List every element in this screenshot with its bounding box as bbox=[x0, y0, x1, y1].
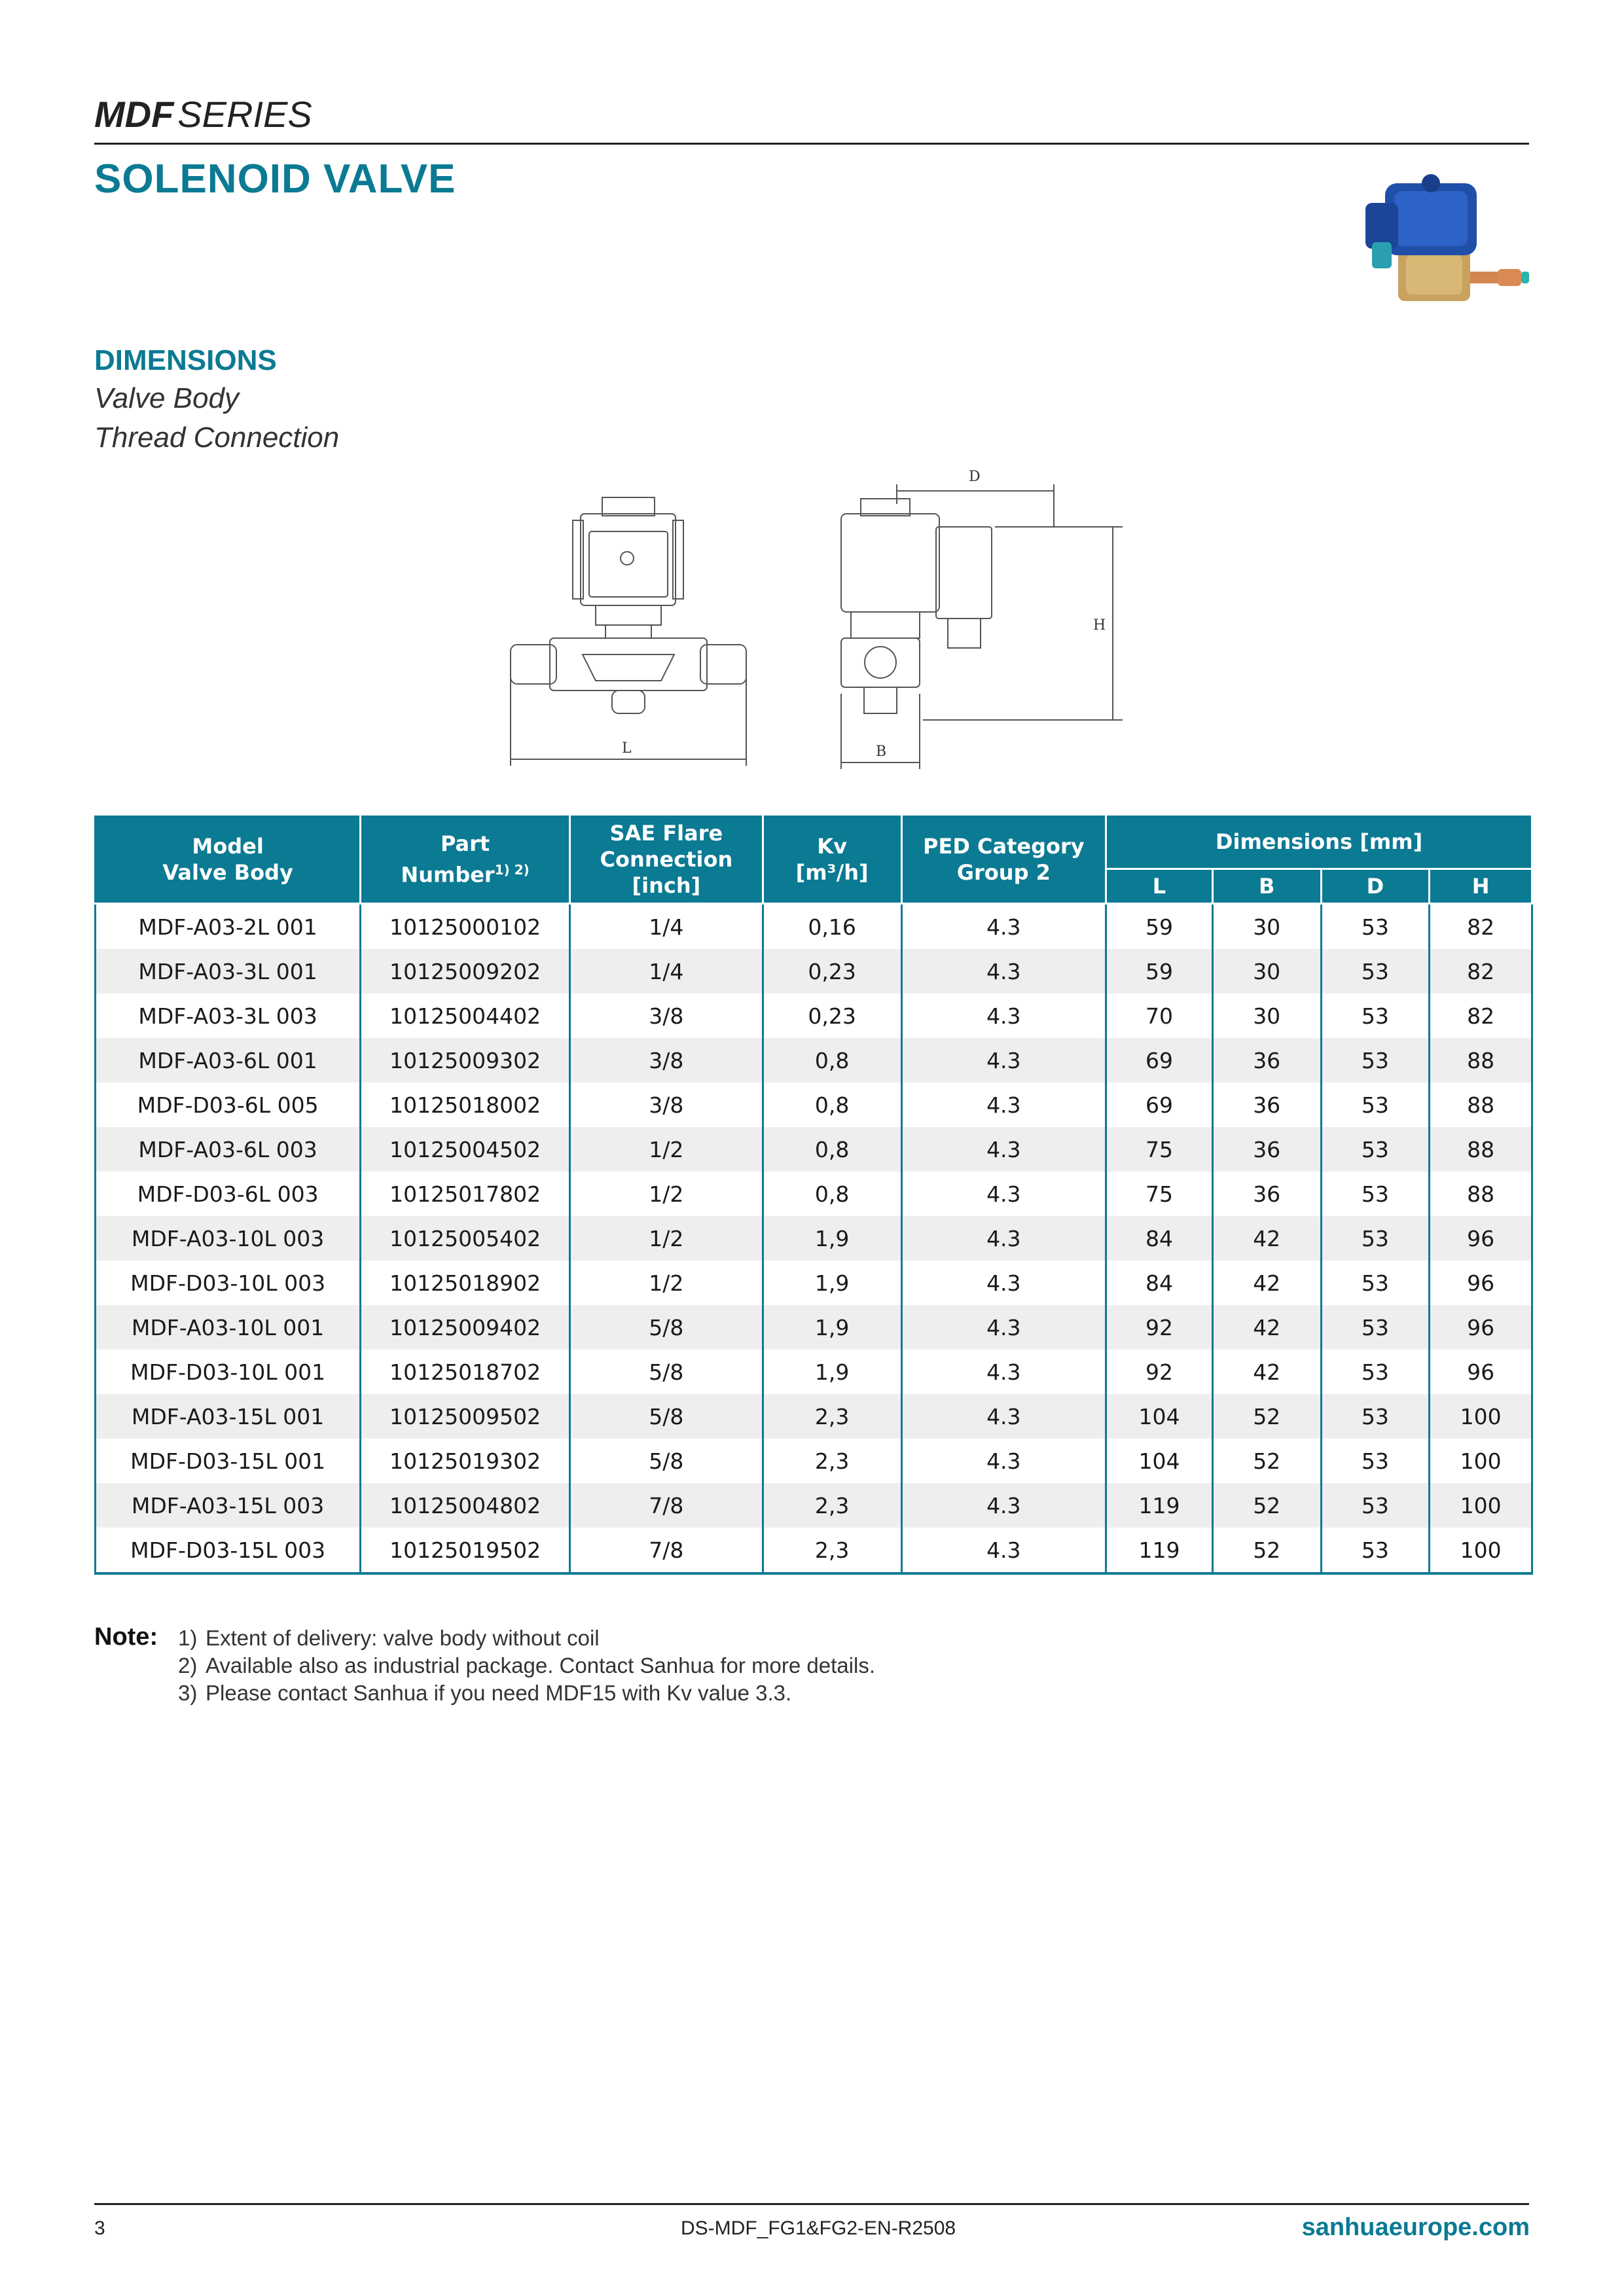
section-heading: DIMENSIONS bbox=[94, 344, 277, 376]
notes-list bbox=[178, 1624, 1094, 1707]
section-subheading-2: Thread Connection bbox=[94, 422, 340, 454]
cell-l: 84 bbox=[1106, 1216, 1213, 1261]
note-text: Available also as industrial package. Contact Sanhua for more details. bbox=[206, 1653, 875, 1677]
page-number: 3 bbox=[94, 2217, 105, 2239]
cell-part: 10125019302 bbox=[361, 1439, 570, 1483]
section-subheading-1: Valve Body bbox=[94, 382, 239, 414]
cell-kv: 0,8 bbox=[763, 1083, 901, 1127]
cell-part: 10125017802 bbox=[361, 1172, 570, 1216]
cell-kv: 0,8 bbox=[763, 1172, 901, 1216]
cell-d: 53 bbox=[1321, 1483, 1430, 1528]
note-text: Please contact Sanhua if you need MDF15 with Kv value 3.3. bbox=[206, 1681, 792, 1705]
cell-d: 53 bbox=[1321, 1127, 1430, 1172]
cell-model: MDF-D03-10L 003 bbox=[96, 1261, 361, 1305]
cell-d: 53 bbox=[1321, 1172, 1430, 1216]
cell-ped: 4.3 bbox=[901, 1038, 1106, 1083]
note-number: 3) bbox=[178, 1681, 198, 1705]
cell-d: 53 bbox=[1321, 904, 1430, 950]
table-row bbox=[96, 1483, 1532, 1528]
cell-model: MDF-D03-15L 001 bbox=[96, 1439, 361, 1483]
cell-h: 88 bbox=[1430, 1172, 1532, 1216]
cell-kv: 1,9 bbox=[763, 1350, 901, 1394]
cell-ped: 4.3 bbox=[901, 1172, 1106, 1216]
cell-ped: 4.3 bbox=[901, 1350, 1106, 1394]
table-row bbox=[96, 994, 1532, 1038]
series-name: MDF bbox=[94, 94, 174, 135]
cell-l: 92 bbox=[1106, 1305, 1213, 1350]
cell-h: 88 bbox=[1430, 1127, 1532, 1172]
cell-ped: 4.3 bbox=[901, 1394, 1106, 1439]
cell-d: 53 bbox=[1321, 1394, 1430, 1439]
cell-part: 10125009202 bbox=[361, 949, 570, 994]
cell-b: 30 bbox=[1212, 949, 1321, 994]
cell-model: MDF-A03-3L 003 bbox=[96, 994, 361, 1038]
header-part-number: Part Number$^{1) 2)}$ bbox=[361, 815, 570, 904]
header-dimensions: Dimensions [mm] bbox=[1106, 815, 1532, 869]
cell-b: 36 bbox=[1212, 1038, 1321, 1083]
cell-h: 96 bbox=[1430, 1350, 1532, 1394]
cell-part: 10125005402 bbox=[361, 1216, 570, 1261]
table-row bbox=[96, 1261, 1532, 1305]
table-row bbox=[96, 1439, 1532, 1483]
cell-part: 10125009302 bbox=[361, 1038, 570, 1083]
cell-part: 10125004502 bbox=[361, 1127, 570, 1172]
cell-kv: 1,9 bbox=[763, 1261, 901, 1305]
cell-sae: 1/4 bbox=[569, 949, 763, 994]
note-item bbox=[178, 1624, 1094, 1652]
cell-sae: 1/2 bbox=[569, 1261, 763, 1305]
dimension-drawing bbox=[484, 458, 1139, 785]
cell-kv: 1,9 bbox=[763, 1305, 901, 1350]
cell-ped: 4.3 bbox=[901, 1083, 1106, 1127]
table-row bbox=[96, 1216, 1532, 1261]
cell-kv: 0,8 bbox=[763, 1038, 901, 1083]
cell-h: 100 bbox=[1430, 1394, 1532, 1439]
document-code: DS-MDF_FG1&FG2-EN-R2508 bbox=[681, 2217, 956, 2239]
cell-b: 36 bbox=[1212, 1083, 1321, 1127]
table-row bbox=[96, 1528, 1532, 1573]
cell-ped: 4.3 bbox=[901, 1261, 1106, 1305]
cell-l: 70 bbox=[1106, 994, 1213, 1038]
table-body bbox=[96, 904, 1532, 1574]
cell-ped: 4.3 bbox=[901, 949, 1106, 994]
cell-d: 53 bbox=[1321, 1083, 1430, 1127]
cell-model: MDF-D03-15L 003 bbox=[96, 1528, 361, 1573]
cell-b: 52 bbox=[1212, 1483, 1321, 1528]
cell-part: 10125004402 bbox=[361, 994, 570, 1038]
cell-kv: 2,3 bbox=[763, 1439, 901, 1483]
cell-l: 75 bbox=[1106, 1172, 1213, 1216]
cell-h: 96 bbox=[1430, 1216, 1532, 1261]
cell-part: 10125018702 bbox=[361, 1350, 570, 1394]
cell-b: 36 bbox=[1212, 1127, 1321, 1172]
note-number: 2) bbox=[178, 1653, 198, 1677]
cell-ped: 4.3 bbox=[901, 1439, 1106, 1483]
cell-ped: 4.3 bbox=[901, 994, 1106, 1038]
cell-kv: 0,23 bbox=[763, 949, 901, 994]
cell-sae: 5/8 bbox=[569, 1439, 763, 1483]
cell-l: 69 bbox=[1106, 1038, 1213, 1083]
cell-part: 10125019502 bbox=[361, 1528, 570, 1573]
cell-b: 52 bbox=[1212, 1528, 1321, 1573]
valve-dimensions-table bbox=[94, 814, 1533, 1575]
header-dim-L: L bbox=[1106, 869, 1213, 904]
cell-d: 53 bbox=[1321, 994, 1430, 1038]
cell-ped: 4.3 bbox=[901, 1216, 1106, 1261]
cell-kv: 0,16 bbox=[763, 904, 901, 950]
header-dim-H: H bbox=[1430, 869, 1532, 904]
cell-l: 69 bbox=[1106, 1083, 1213, 1127]
cell-model: MDF-D03-10L 001 bbox=[96, 1350, 361, 1394]
cell-sae: 1/4 bbox=[569, 904, 763, 950]
cell-part: 10125018002 bbox=[361, 1083, 570, 1127]
table-row bbox=[96, 949, 1532, 994]
header-sae-flare: SAE Flare Connection [inch] bbox=[569, 815, 763, 904]
cell-model: MDF-A03-2L 001 bbox=[96, 904, 361, 950]
cell-h: 96 bbox=[1430, 1305, 1532, 1350]
label-H: H bbox=[1093, 617, 1106, 634]
note-item bbox=[178, 1679, 1094, 1707]
cell-model: MDF-A03-10L 001 bbox=[96, 1305, 361, 1350]
cell-b: 30 bbox=[1212, 904, 1321, 950]
cell-l: 59 bbox=[1106, 949, 1213, 994]
table-row bbox=[96, 1127, 1532, 1172]
cell-l: 119 bbox=[1106, 1528, 1213, 1573]
cell-sae: 1/2 bbox=[569, 1172, 763, 1216]
website-link[interactable]: sanhuaeurope.com bbox=[1301, 2214, 1530, 2241]
cell-h: 82 bbox=[1430, 994, 1532, 1038]
cell-b: 36 bbox=[1212, 1172, 1321, 1216]
table-row bbox=[96, 1038, 1532, 1083]
cell-sae: 5/8 bbox=[569, 1305, 763, 1350]
cell-model: MDF-A03-6L 001 bbox=[96, 1038, 361, 1083]
header-ped-category: PED Category Group 2 bbox=[901, 815, 1106, 904]
notes-label: Note: bbox=[94, 1623, 158, 1651]
series-suffix: SERIES bbox=[177, 94, 312, 135]
cell-l: 84 bbox=[1106, 1261, 1213, 1305]
table-row bbox=[96, 1172, 1532, 1216]
cell-part: 10125004802 bbox=[361, 1483, 570, 1528]
cell-b: 42 bbox=[1212, 1261, 1321, 1305]
cell-l: 119 bbox=[1106, 1483, 1213, 1528]
header-model: Model Valve Body bbox=[96, 815, 361, 904]
cell-model: MDF-A03-15L 003 bbox=[96, 1483, 361, 1528]
header-dim-B: B bbox=[1212, 869, 1321, 904]
cell-d: 53 bbox=[1321, 1439, 1430, 1483]
cell-h: 100 bbox=[1430, 1528, 1532, 1573]
cell-l: 59 bbox=[1106, 904, 1213, 950]
footer-rule bbox=[94, 2203, 1529, 2205]
note-text: Extent of delivery: valve body without coil bbox=[206, 1626, 600, 1650]
cell-part: 10125000102 bbox=[361, 904, 570, 950]
cell-l: 104 bbox=[1106, 1394, 1213, 1439]
cell-l: 104 bbox=[1106, 1439, 1213, 1483]
table-row bbox=[96, 1350, 1532, 1394]
cell-kv: 2,3 bbox=[763, 1528, 901, 1573]
cell-sae: 3/8 bbox=[569, 1083, 763, 1127]
cell-ped: 4.3 bbox=[901, 1528, 1106, 1573]
cell-l: 92 bbox=[1106, 1350, 1213, 1394]
table-row bbox=[96, 904, 1532, 950]
cell-d: 53 bbox=[1321, 1038, 1430, 1083]
cell-b: 42 bbox=[1212, 1350, 1321, 1394]
label-D: D bbox=[969, 469, 981, 485]
cell-b: 52 bbox=[1212, 1394, 1321, 1439]
cell-kv: 2,3 bbox=[763, 1394, 901, 1439]
cell-h: 100 bbox=[1430, 1483, 1532, 1528]
header-rule bbox=[94, 143, 1529, 145]
note-number: 1) bbox=[178, 1626, 198, 1650]
table-row bbox=[96, 1305, 1532, 1350]
cell-model: MDF-D03-6L 005 bbox=[96, 1083, 361, 1127]
cell-d: 53 bbox=[1321, 1305, 1430, 1350]
cell-b: 42 bbox=[1212, 1216, 1321, 1261]
cell-d: 53 bbox=[1321, 1350, 1430, 1394]
label-L: L bbox=[622, 740, 632, 757]
cell-model: MDF-D03-6L 003 bbox=[96, 1172, 361, 1216]
cell-h: 88 bbox=[1430, 1038, 1532, 1083]
cell-model: MDF-A03-6L 003 bbox=[96, 1127, 361, 1172]
cell-b: 30 bbox=[1212, 994, 1321, 1038]
cell-sae: 7/8 bbox=[569, 1528, 763, 1573]
cell-sae: 5/8 bbox=[569, 1394, 763, 1439]
cell-sae: 1/2 bbox=[569, 1127, 763, 1172]
cell-ped: 4.3 bbox=[901, 1127, 1106, 1172]
cell-h: 82 bbox=[1430, 949, 1532, 994]
cell-ped: 4.3 bbox=[901, 1483, 1106, 1528]
cell-kv: 0,23 bbox=[763, 994, 901, 1038]
cell-part: 10125009502 bbox=[361, 1394, 570, 1439]
cell-part: 10125009402 bbox=[361, 1305, 570, 1350]
cell-kv: 2,3 bbox=[763, 1483, 901, 1528]
cell-h: 82 bbox=[1430, 904, 1532, 950]
cell-ped: 4.3 bbox=[901, 1305, 1106, 1350]
cell-l: 75 bbox=[1106, 1127, 1213, 1172]
side-view bbox=[841, 469, 1123, 769]
label-B: B bbox=[876, 744, 887, 760]
cell-sae: 7/8 bbox=[569, 1483, 763, 1528]
front-view bbox=[511, 497, 746, 766]
cell-kv: 0,8 bbox=[763, 1127, 901, 1172]
cell-h: 88 bbox=[1430, 1083, 1532, 1127]
table-row bbox=[96, 1083, 1532, 1127]
note-item bbox=[178, 1652, 1094, 1679]
page-title: SOLENOID VALVE bbox=[94, 156, 456, 202]
cell-h: 100 bbox=[1430, 1439, 1532, 1483]
cell-part: 10125018902 bbox=[361, 1261, 570, 1305]
cell-kv: 1,9 bbox=[763, 1216, 901, 1261]
cell-model: MDF-A03-15L 001 bbox=[96, 1394, 361, 1439]
cell-b: 52 bbox=[1212, 1439, 1321, 1483]
cell-ped: 4.3 bbox=[901, 904, 1106, 950]
cell-d: 53 bbox=[1321, 949, 1430, 994]
cell-sae: 5/8 bbox=[569, 1350, 763, 1394]
product-photo bbox=[1346, 157, 1529, 327]
cell-sae: 3/8 bbox=[569, 994, 763, 1038]
cell-model: MDF-A03-10L 003 bbox=[96, 1216, 361, 1261]
table-row bbox=[96, 1394, 1532, 1439]
cell-h: 96 bbox=[1430, 1261, 1532, 1305]
cell-model: MDF-A03-3L 001 bbox=[96, 949, 361, 994]
cell-sae: 1/2 bbox=[569, 1216, 763, 1261]
header-dim-D: D bbox=[1321, 869, 1430, 904]
cell-d: 53 bbox=[1321, 1261, 1430, 1305]
cell-b: 42 bbox=[1212, 1305, 1321, 1350]
cell-d: 53 bbox=[1321, 1528, 1430, 1573]
header-kv: Kv [m³/h] bbox=[763, 815, 901, 904]
cell-d: 53 bbox=[1321, 1216, 1430, 1261]
cell-sae: 3/8 bbox=[569, 1038, 763, 1083]
series-title bbox=[94, 93, 312, 135]
